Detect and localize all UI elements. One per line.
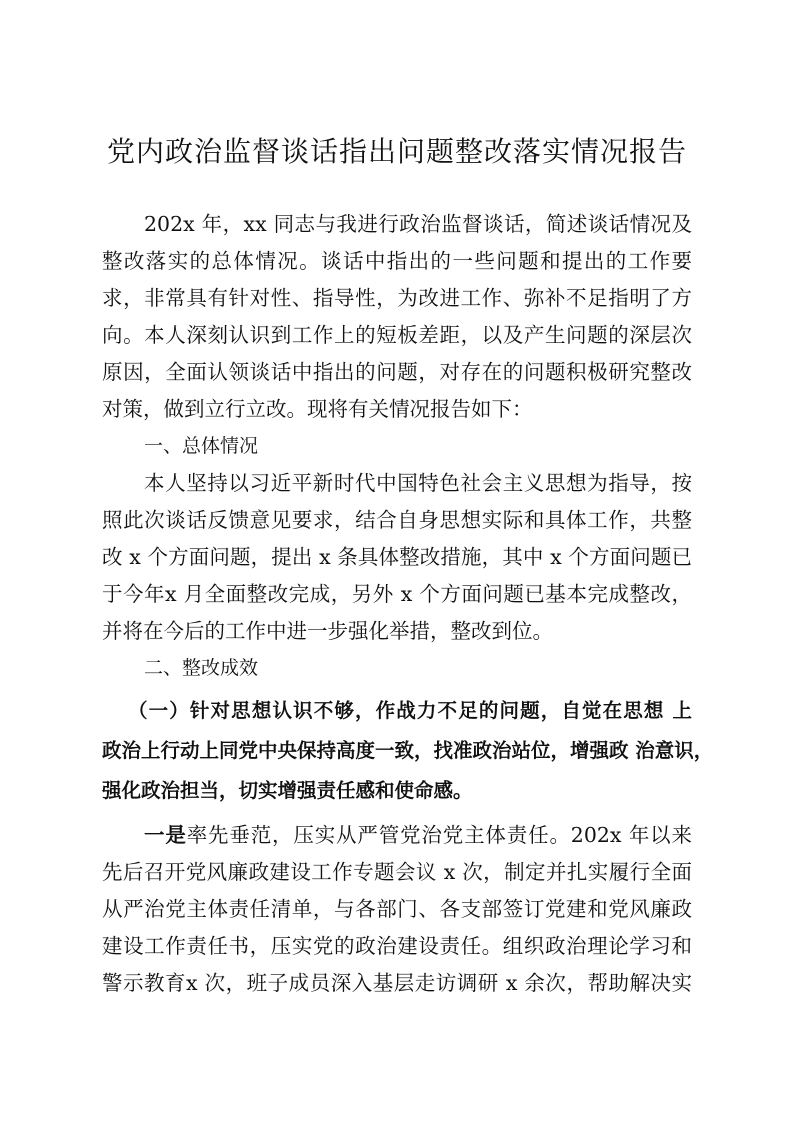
intro-line-1: 202x 年，xx 同志与我进行政治监督谈话，简述谈话情况及 (144, 212, 692, 236)
intro-line-2: 整改落实的总体情况。谈话中指出的一些问题和提出的工作要 (102, 249, 692, 273)
section-1-line-2: 照此次谈话反馈意见要求，结合自身思想实际和具体工作，共整 (102, 508, 692, 532)
para-3-line-5: 警示教育x 次，班子成员深入基层走访调研 x 余次，帮助解决实 (102, 971, 692, 995)
subsection-1-line-1: （一）针对思想认识不够，作战力不足的问题，自觉在思想 上 (128, 699, 692, 722)
subsection-1-line-2: 政治上行动上同党中央保持高度一致，找准政治站位，增强政 治意识， (102, 739, 714, 762)
section-2-heading: 二、整改成效 (144, 657, 259, 679)
section-1-line-1: 本人坚持以习近平新时代中国特色社会主义思想为指导，按 (144, 471, 692, 495)
subsection-1-line-3: 强化政治担当，切实增强责任感和使命感。 (102, 779, 473, 802)
section-1-line-3: 改 x 个方面问题，提出 x 条具体整改措施，其中 x 个方面问题已 (102, 545, 692, 569)
document-title: 党内政治监督谈话指出问题整改落实情况报告 (106, 135, 687, 168)
para-3-first-rest: 率先垂范，压实从严管党治党主体责任。202x 年以来 (186, 823, 692, 847)
para-3-line-3: 从严治党主体责任清单，与各部门、各支部签订党建和党风廉政 (102, 897, 692, 921)
intro-line-3: 求，非常具有针对性、指导性，为改进工作、弥补不足指明了方 (102, 286, 692, 310)
para-3-lead: 一是 (144, 823, 187, 847)
para-3-line-2: 先后召开党风廉政建设工作专题会议 x 次，制定并扎实履行全面 (102, 860, 692, 884)
subsection-1-heading (102, 691, 714, 811)
intro-line-4: 向。本人深刻认识到工作上的短板差距，以及产生问题的深层次 (102, 323, 692, 347)
document-body (102, 206, 714, 1002)
intro-line-6: 对策，做到立行立改。现将有关情况报告如下： (102, 397, 533, 421)
para-3-line-1 (102, 817, 692, 854)
section-1-heading: 一、总体情况 (144, 435, 259, 457)
section-1-line-4: 于今年x 月全面整改完成，另外 x 个方面问题已基本完成整改， (102, 582, 692, 606)
intro-line-5: 原因，全面认领谈话中指出的问题，对存在的问题积极研究整改 (102, 360, 692, 384)
para-3-line-4: 建设工作责任书，压实党的政治建设责任。组织政治理论学习和 (102, 934, 692, 958)
section-1-line-5: 并将在今后的工作中进一步强化举措，整改到位。 (102, 619, 553, 643)
